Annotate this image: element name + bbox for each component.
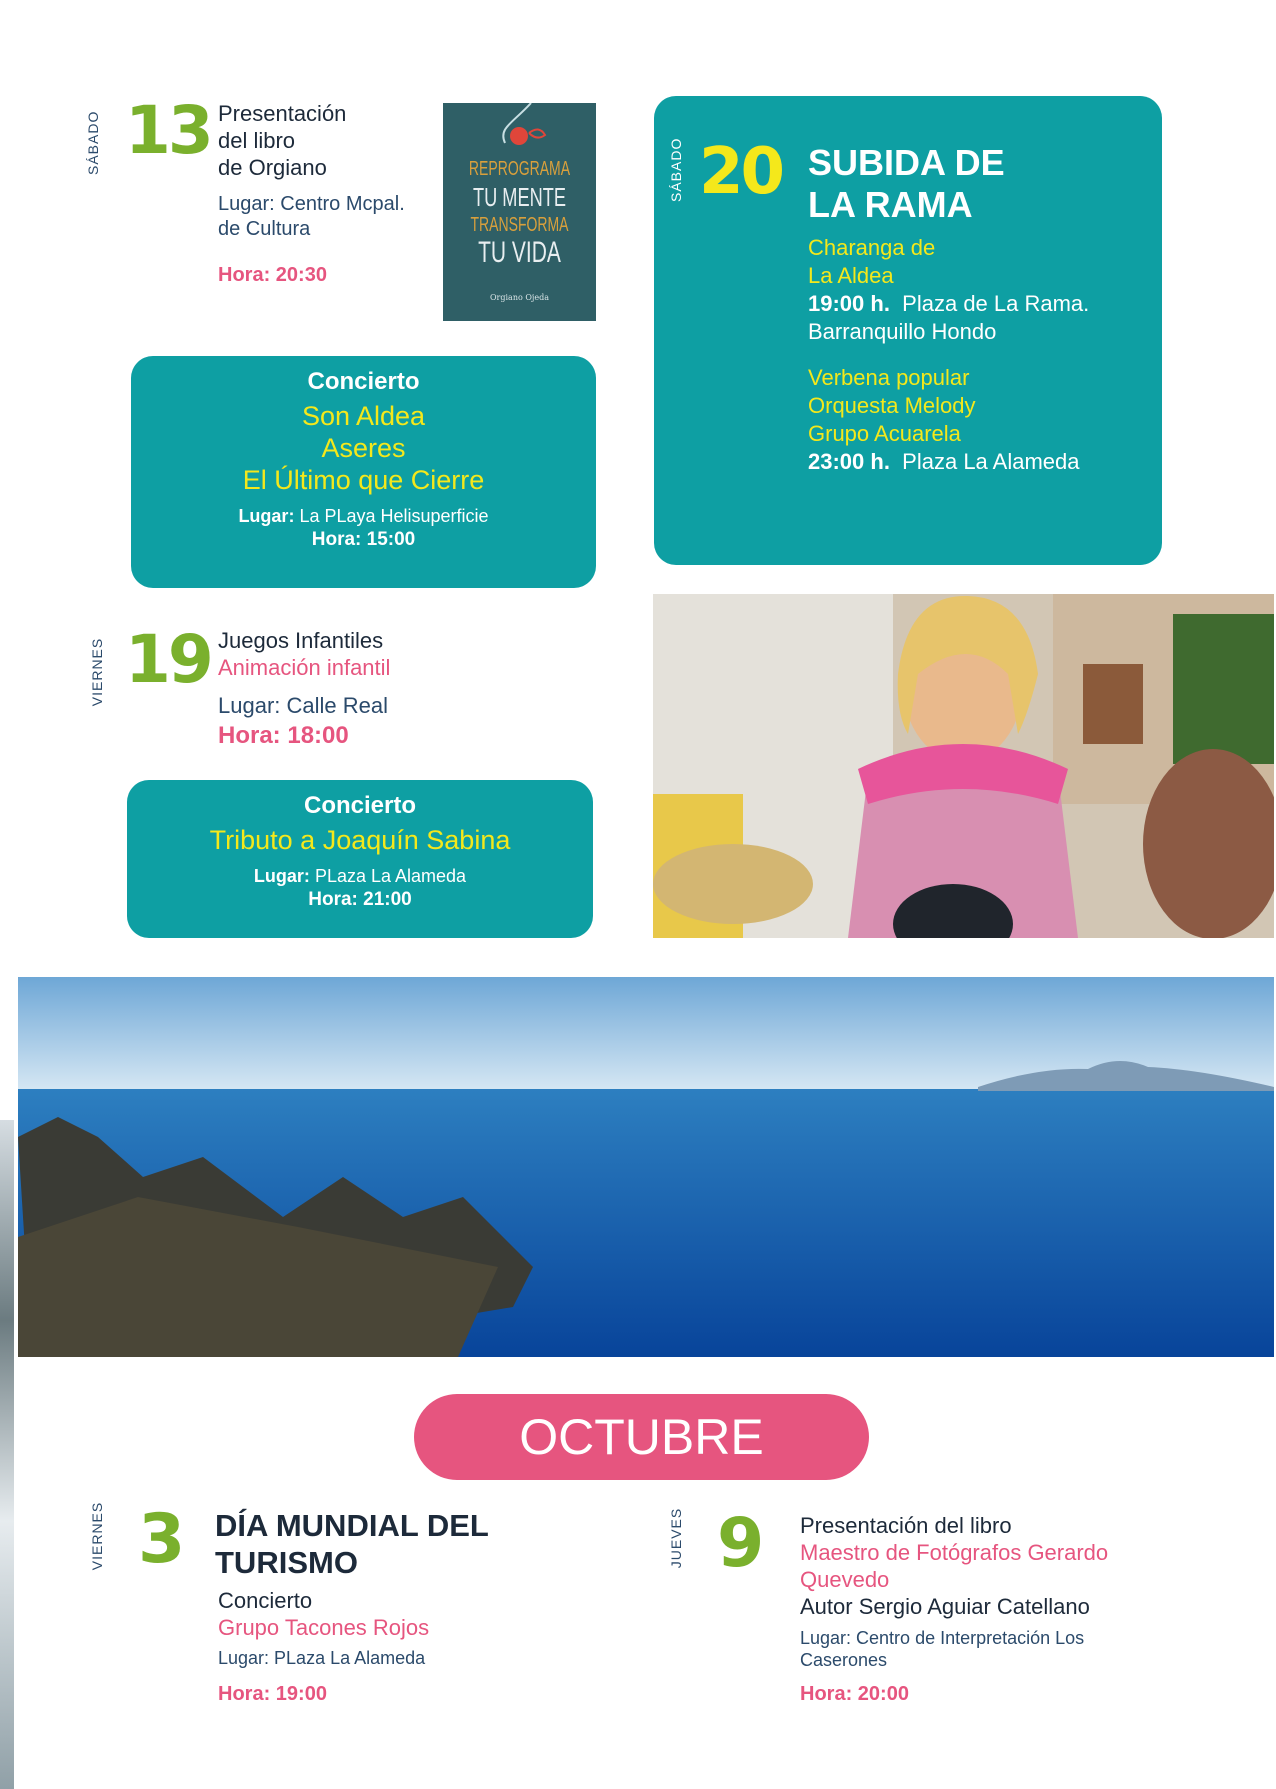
event-time: Hora: 20:30 (218, 264, 327, 286)
event-subtitle: Concierto (218, 1588, 313, 1613)
book-title-line: Maestro de Fotógrafos Gerardo (800, 1540, 1109, 1565)
time-place-line (808, 290, 1089, 318)
day-number: 13 (125, 92, 211, 169)
band-name: Son Aldea (301, 401, 426, 431)
concert-title: Concierto (303, 792, 416, 819)
event-place (800, 1627, 1084, 1671)
place-value: La PLaya Helisuperficie (299, 506, 489, 526)
detail-line: Orquesta Melody (808, 393, 976, 418)
weekday-label: JUEVES (668, 1507, 684, 1569)
concert-time: Hora: 15:00 (311, 529, 416, 550)
event-title (808, 142, 1005, 226)
time: 19:00 h. (808, 291, 890, 316)
event-title: Juegos Infantiles (218, 628, 384, 653)
book-title-line: Quevedo (800, 1567, 890, 1592)
detail-line: La Aldea (808, 263, 894, 288)
rama-details (808, 234, 1089, 476)
title-line: de Orgiano (218, 155, 327, 180)
book-cover-image (443, 103, 596, 321)
event-title (215, 1507, 489, 1581)
time: 23:00 h. (808, 449, 890, 474)
place-line: Lugar: Centro Mcpal. (218, 193, 405, 215)
festival-photo (653, 594, 1274, 938)
band-name: El Último que Cierre (242, 465, 485, 495)
event-subtitle: Animación infantil (218, 655, 391, 680)
concert-title: Concierto (307, 368, 420, 395)
title-line: LA RAMA (808, 184, 973, 225)
panorama-art (18, 977, 1274, 1357)
coastline-panorama-photo (18, 977, 1274, 1357)
place-label: Lugar: (238, 506, 295, 526)
place-label: Lugar: (253, 866, 310, 886)
place-line: Lugar: Centro de Interpretación Los (800, 1628, 1085, 1648)
day-number: 9 (717, 1504, 762, 1583)
place: Barranquillo Hondo (808, 319, 997, 344)
concert-place (127, 866, 593, 887)
event-time: Hora: 20:00 (800, 1683, 909, 1705)
place: Plaza La Alameda (902, 449, 1080, 474)
month-label: OCTUBRE (519, 1409, 764, 1465)
title-line: del libro (218, 128, 296, 153)
title-line: SUBIDA DE (808, 142, 1005, 183)
book-author: Autor Sergio Aguiar Catellano (800, 1594, 1090, 1619)
place-value: PLaza La Alameda (314, 866, 467, 886)
book-title (800, 1539, 1108, 1593)
band-list (131, 400, 596, 496)
place-line: Caserones (800, 1650, 888, 1670)
weekday-label: SÁBADO (668, 137, 684, 202)
event-title (218, 100, 346, 181)
book-author: Orgiano Ojeda (489, 293, 549, 302)
left-edge-photo-strip (0, 1120, 14, 1789)
weekday-label: VIERNES (89, 1501, 105, 1571)
book-title-line: TRANSFORMA (470, 214, 569, 236)
concert-time: Hora: 21:00 (308, 889, 412, 910)
event-time: Hora: 18:00 (218, 722, 349, 749)
month-banner (414, 1394, 869, 1480)
place-line: de Cultura (218, 218, 311, 240)
time-place-line (808, 448, 1089, 476)
book-title-line: REPROGRAMA (468, 158, 571, 180)
event-place (218, 192, 405, 242)
title-line: Presentación (218, 101, 347, 126)
detail-line: Verbena popular (808, 365, 970, 390)
band-name: Tributo a Joaquín Sabina (209, 825, 511, 855)
band-name: Grupo Tacones Rojos (218, 1615, 430, 1640)
event-place: Lugar: Calle Real (218, 693, 388, 718)
day-number: 3 (138, 1500, 183, 1579)
concert-place (131, 506, 596, 527)
rama-event-box (654, 96, 1162, 565)
detail-line: Charanga de (808, 235, 936, 260)
title-line: TURISMO (215, 1545, 358, 1580)
book-title-line: TU MENTE (472, 182, 567, 212)
weekday-label: VIERNES (89, 637, 105, 707)
book-title-line: TU VIDA (478, 236, 561, 269)
weekday-label: SÁBADO (85, 110, 101, 175)
concert-box (127, 780, 593, 938)
day-number: 19 (125, 621, 211, 698)
event-time: Hora: 19:00 (218, 1683, 327, 1705)
concert-box (131, 356, 596, 588)
day-number: 20 (699, 135, 783, 209)
detail-line: Grupo Acuarela (808, 421, 961, 446)
event-place: Lugar: PLaza La Alameda (218, 1648, 426, 1668)
book-title (443, 155, 596, 267)
place: Plaza de La Rama. (902, 291, 1090, 316)
title-line: DÍA MUNDIAL DEL (215, 1508, 489, 1543)
festival-photo-art (653, 594, 1274, 938)
event-title: Presentación del libro (800, 1513, 1012, 1538)
band-name: Aseres (321, 433, 406, 463)
